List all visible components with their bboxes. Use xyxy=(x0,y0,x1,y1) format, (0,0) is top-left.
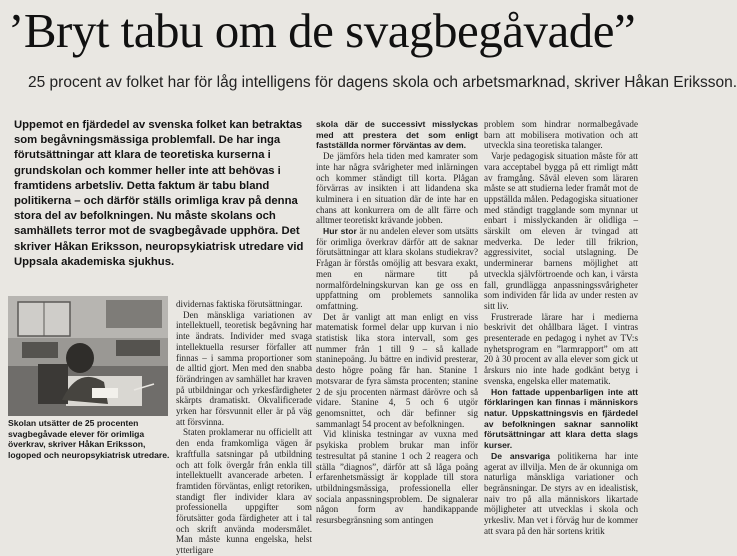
classroom-photo-illustration xyxy=(8,296,168,416)
col3-paragraph-1: skola där de successivt misslyckas med att prestera det som enligt fastställda normer förväntas av dem. xyxy=(316,119,478,151)
col2-paragraph-2: Den mänskliga variationen av intellektuell, teoretisk begåvning har inte ändrats. Individer med svaga intellektuella resurser förfaller att finnas – i samma proportioner som de alltid gjort. Men med den snabba förändringen av samhället har kraven på utbildningar och yrkesfärdigheter skärpts dramatiskt. Okvalificerade yrken har försvunnit eller är på väg att försvinna. xyxy=(176,309,312,427)
run-in-lead: De ansvariga xyxy=(491,450,551,461)
photo-caption: Skolan utsätter de 25 procenten svagbegåvade elever för orimliga överkrav, skriver Håkan Eriksson, logoped och neuropsykiatrisk utredare. xyxy=(8,418,170,460)
column-3 xyxy=(316,119,478,526)
col4-paragraph-4: Hon fattade uppenbarligen inte att förklaringen kan finnas i människors natur. Uppskattningsvis en fjärdedel av befolkningen saknar sannolikt förutsättningar att klara detta slags kurser. xyxy=(484,386,638,451)
column-4 xyxy=(484,119,638,536)
col3-paragraph-4: Det är vanligt att man enligt en viss matematisk formel delar upp kurvan i nio statistisk lika stora intervall, som ges nummer från 1 till 9 – så kallade staninepoäng. Ju bättre en individ presterar, desto högre poäng får han. Stanine 1 motsvarar de fyra sämsta procenten; stanine 2 de sju procenten närmast därövre och så vidare. Stanine 4, 5 och 6 utgör genomsnittet, och där befinner sig sammanlagt 54 procent av befolkningen. xyxy=(316,311,478,429)
subhead: 25 procent av folket har för låg intelligens för dagens skola och arbetsmarknad, skriver Håkan Eriksson. xyxy=(28,74,737,91)
col3-paragraph-5: Vid kliniska testningar av vuxna med psykiska problem brukar man inför testresultat på stanine 1 och 2 reagera och ställa ”diagnos”, därför att så låga poäng erfarenhetsmässigt är kopplade till stora utbildningsmässiga, professionella eller sociala anpassningsproblem. De signalerar någon form av handikappande resursbegränsning som antingen xyxy=(316,429,478,526)
col3-paragraph-2: De jämförs hela tiden med kamrater som inte har några svårigheter med inlärningen och kommer ständigt till korta. Plågan förvärras av insikten i att lidandena ska kulminera i en situation där de inte har en chans att konkurrera om de allt färre och alltmer teoretiskt krävande jobben. xyxy=(316,151,478,226)
headline: ’Bryt tabu om de svagbegåvade” xyxy=(8,3,636,58)
col4-paragraph-2: Varje pedagogisk situation måste för att vara acceptabel bygga på ett rimligt mått av framgång. Såväl eleven som läraren måste se att studierna leder framåt mot de uppställda målen. Pedagogiska situationer med ständigt tragglande som mynnar ut enbart i misslyckanden är olidliga – särskilt om eleven är tvingad att medverka. De leder till frikrion, aggressivitet, social utslagning. De underminerar barnens möjlighet att utveckla självförtroende och kan, i värsta fall, grundlägga anpassningssvårigheter som individen får lida av under resten av sitt liv. xyxy=(484,151,638,311)
run-in-lead: Hur stor xyxy=(323,226,357,237)
col4-paragraph-3: Frustrerade lärare har i medierna beskrivit det ohållbara läget. I vintras presenterade en pedagog i nyhet av TV:s nyhetsprogram en ”larmrapport” om att 20 à 30 procent av alla elever som gick ut årskurs nio inte hade godkänt betyg i svenska, engelska eller matematik. xyxy=(484,311,638,386)
col4-paragraph-1: problem som hindrar normalbegåvade barn att mobilisera motivation och att utveckla sina teoretiska talanger. xyxy=(484,119,638,151)
column-2 xyxy=(176,299,312,556)
classroom-photo xyxy=(8,296,168,416)
col3-paragraph-3: Hur stor är nu andelen elever som utsätts för orimliga överkrav därför att de saknar förutsättningar att klara skolans studiekrav? Frågan är förstås omöjlig att besvara exakt, men en närmare titt på normalfördelningskurvan kan ge oss en uppfattning om problemets sannolika omfattning. xyxy=(316,226,478,311)
col4-paragraph-5: De ansvariga politikerna har inte agerat av illvilja. Men de är okunniga om naturliga mänskliga variationer och begränsningar. De styrs av en idealistisk, naiv tro på alla människors likartade möjligheter att utvecklas i skola och yrkesliv. Man vet i förväg hur de kommer att svara på den här sortens kritik xyxy=(484,450,638,536)
col2-paragraph-1: dividernas faktiska förutsättningar. xyxy=(176,299,303,309)
col2-paragraph-3: Staten proklamerar nu officiellt att den enda framkomliga vägen är kraftfulla satsningar på utbildning och att folk övergår från enkla till intellektuellt avancerade arbeten. I framtiden förväntas, enligt retoriken, standigt fler individer klara av professionella uppgifter som förutsätter goda färdigheter att i tal och skrift använda modersmålet. Man måste kunna engelska, helst ytterligare xyxy=(176,427,312,556)
lead-paragraph: Uppemot en fjärdedel av svenska folket kan betraktas som begåvningsmässiga problemfall. De har inga förutsättningar att klara de teoretiska kurserna i grundskolan och kommer heller inte att behövas i framtidens arbetsliv. Detta faktum är tabu bland politikerna – och därför ställs orimliga krav på denna stora del av befolkningen. Nu måste skolans och samhällets terror mot de svagbegåvade upphöra. Det skriver Håkan Eriksson, neuropsykiatrisk utredare vid Uppsala akademiska sjukhus. xyxy=(14,119,304,268)
